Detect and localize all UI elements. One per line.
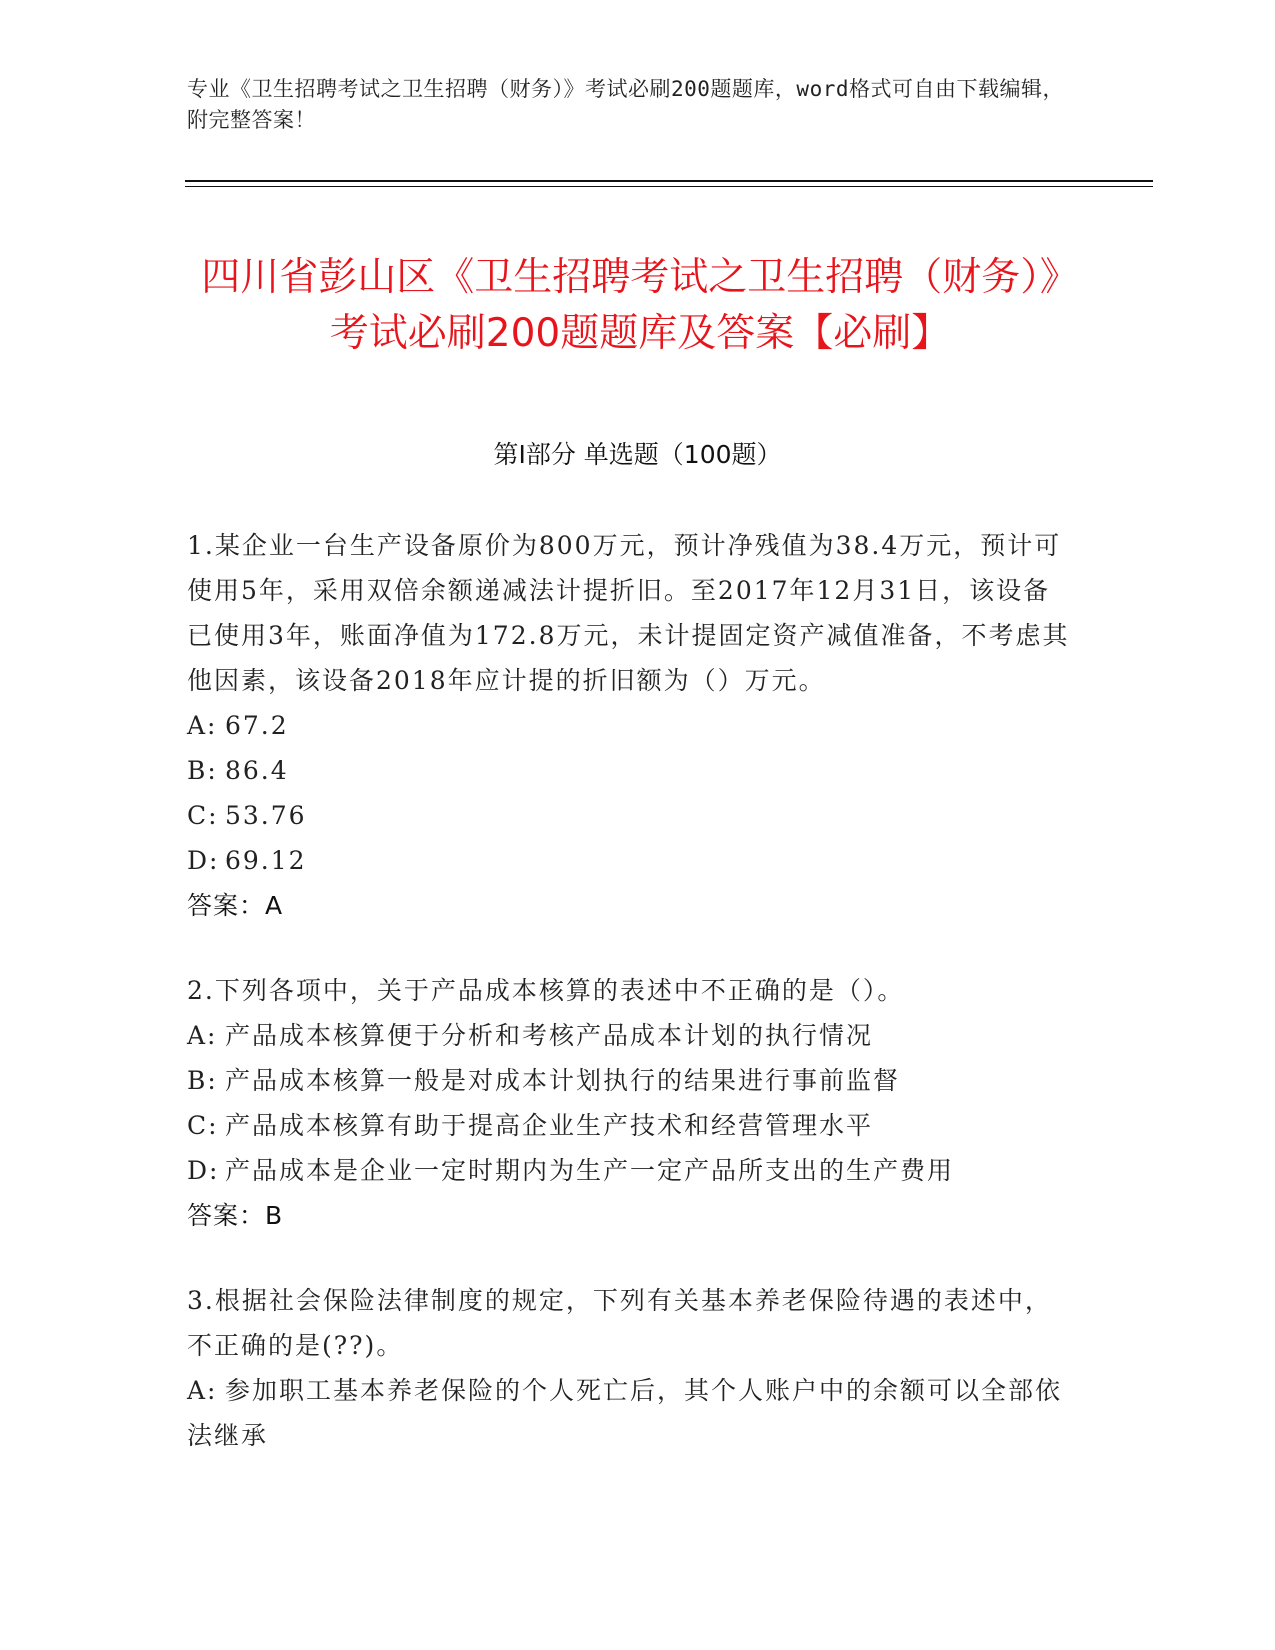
option-d <box>187 1148 1075 1193</box>
option-text: 69.12 <box>225 846 307 875</box>
option-text: 53.76 <box>225 801 307 830</box>
header-divider-thick <box>185 180 1153 182</box>
question-list <box>187 523 1075 1498</box>
answer-value: B <box>265 1201 284 1230</box>
answer-label: 答案： <box>187 891 266 920</box>
option-b <box>187 748 1075 793</box>
option-label: B: <box>187 1066 218 1095</box>
option-a <box>187 1368 1075 1458</box>
section-heading: 第Ⅰ部分 单选题（100题） <box>493 440 782 469</box>
option-text: 参加职工基本养老保险的个人死亡后，其个人账户中的余额可以全部依法继承 <box>187 1376 1063 1450</box>
option-text: 产品成本核算便于分析和考核产品成本计划的执行情况 <box>225 1021 874 1050</box>
answer-line <box>187 1193 1075 1238</box>
option-d <box>187 838 1075 883</box>
header-divider-thin <box>185 186 1153 187</box>
question-text: 1.某企业一台生产设备原价为800万元，预计净残值为38.4万元，预计可使用5年，采用双倍余额递减法计提折旧。至2017年12月31日，该设备已使用3年，账面净值为172.8万元，未计提固定资产减值准备，不考虑其他因素，该设备2018年应计提的折旧额为（）万元。 <box>187 531 1070 695</box>
document-title: 四川省彭山区《卫生招聘考试之卫生招聘（财务）》考试必刷200题题库及答案【必刷】 <box>201 255 1079 357</box>
question-3 <box>187 1278 1075 1458</box>
option-text: 产品成本是企业一定时期内为生产一定产品所支出的生产费用 <box>225 1156 955 1185</box>
option-text: 67.2 <box>225 711 289 740</box>
option-label: D: <box>187 1156 220 1185</box>
option-a <box>187 1013 1075 1058</box>
option-label: C: <box>187 801 219 830</box>
option-label: A: <box>187 1021 218 1050</box>
option-text: 产品成本核算一般是对成本计划执行的结果进行事前监督 <box>225 1066 901 1095</box>
option-b <box>187 1058 1075 1103</box>
option-text: 产品成本核算有助于提高企业生产技术和经营管理水平 <box>225 1111 874 1140</box>
option-label: D: <box>187 846 220 875</box>
option-c <box>187 1103 1075 1148</box>
question-text: 3.根据社会保险法律制度的规定，下列有关基本养老保险待遇的表述中，不正确的是(??)。 <box>187 1286 1052 1360</box>
option-c <box>187 793 1075 838</box>
question-1 <box>187 523 1075 928</box>
question-2 <box>187 968 1075 1238</box>
option-text: 86.4 <box>225 756 289 785</box>
question-text: 2.下列各项中，关于产品成本核算的表述中不正确的是（）。 <box>187 976 905 1005</box>
option-label: C: <box>187 1111 219 1140</box>
answer-value: A <box>265 891 284 920</box>
answer-line <box>187 883 1075 928</box>
option-a <box>187 703 1075 748</box>
header-note: 专业《卫生招聘考试之卫生招聘（财务）》考试必刷200题题库，word格式可自由下载编辑，附完整答案！ <box>187 77 1064 132</box>
option-label: A: <box>187 1376 218 1405</box>
answer-label: 答案： <box>187 1201 266 1230</box>
option-label: B: <box>187 756 218 785</box>
option-label: A: <box>187 711 218 740</box>
